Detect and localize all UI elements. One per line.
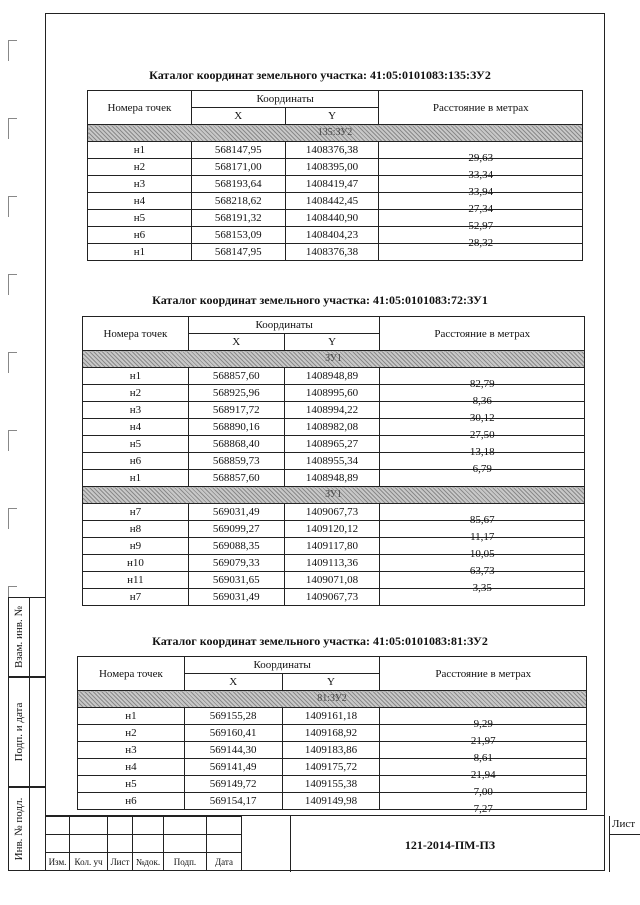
table-row (83, 436, 585, 453)
distance-value: 33,94 (468, 186, 494, 198)
point-cell: н2 (88, 159, 192, 176)
coord-y-cell: 1409117,80 (284, 538, 380, 555)
point-cell: н6 (88, 227, 192, 244)
coord-x-cell: 568147,95 (191, 244, 285, 261)
coord-y-cell: 1408995,60 (284, 385, 380, 402)
section-header-b: ЗУ1 (83, 487, 585, 504)
coord-y-cell: 1409183,86 (282, 742, 380, 759)
coord-x-cell: 568857,60 (188, 368, 284, 385)
coord-y-cell: 1408440,90 (285, 210, 379, 227)
title-block (45, 815, 636, 872)
catalog3-rows (78, 708, 587, 815)
coord-x-cell: 568171,00 (191, 159, 285, 176)
coord-x-cell: 569031,49 (188, 589, 284, 606)
catalog1-rows (88, 142, 583, 261)
distance-value: 8,36 (472, 395, 492, 407)
section-header-a: ЗУ1 (83, 351, 585, 368)
revision-table (45, 816, 242, 871)
point-cell: н11 (83, 572, 189, 589)
coord-y-cell: 1409168,92 (282, 725, 380, 742)
coord-y-cell: 1408982,08 (284, 419, 380, 436)
coord-x-cell: 568925,96 (188, 385, 284, 402)
catalog3-title: Каталог координат земельного участка: 41:05:0101083:81:ЗУ2 (152, 634, 488, 648)
side-label-inv-vzam: Взам. инв. № (13, 606, 25, 668)
stamp-list: Лист (108, 853, 133, 871)
coord-x-cell: 568917,72 (188, 402, 284, 419)
point-cell: н5 (78, 776, 185, 793)
table-row (83, 521, 585, 538)
table-row (83, 470, 585, 487)
table-row (83, 368, 585, 385)
point-cell: н5 (83, 436, 189, 453)
stamp-data: Дата (207, 853, 242, 871)
side-label-inv-podl: Инв. № подл. (13, 797, 25, 861)
binding-marks (8, 40, 18, 600)
coord-y-cell: 1408419,47 (285, 176, 379, 193)
coord-x-cell: 569160,41 (184, 725, 282, 742)
coord-y-cell: 1409113,36 (284, 555, 380, 572)
point-cell: н1 (88, 244, 192, 261)
table-row (83, 453, 585, 470)
table-row (83, 504, 585, 521)
table-row (83, 589, 585, 606)
coord-x-cell: 569079,33 (188, 555, 284, 572)
point-cell: н7 (83, 504, 189, 521)
distance-value: 27,34 (468, 203, 494, 215)
point-cell: н1 (83, 368, 189, 385)
distance-value: 52,97 (468, 220, 494, 232)
point-cell: н2 (83, 385, 189, 402)
coord-x-cell: 568153,09 (191, 227, 285, 244)
coord-x-cell: 569155,28 (184, 708, 282, 725)
header-x: X (188, 334, 284, 351)
distance-cell (380, 708, 587, 730)
coord-x-cell: 569088,35 (188, 538, 284, 555)
coord-x-cell: 569154,17 (184, 793, 282, 810)
header-coords: Координаты (191, 91, 379, 108)
table-row (78, 708, 587, 725)
header-dist: Расстояние в метрах (380, 317, 585, 351)
point-cell: н1 (78, 708, 185, 725)
coord-x-cell: 568193,64 (191, 176, 285, 193)
point-cell: н9 (83, 538, 189, 555)
table-row (83, 555, 585, 572)
point-cell: н8 (83, 521, 189, 538)
coord-y-cell: 1408955,34 (284, 453, 380, 470)
document-code-cell (290, 816, 610, 872)
coord-y-cell: 1409161,18 (282, 708, 380, 725)
sheet-label: Лист (612, 818, 636, 830)
distance-value: 29,63 (468, 152, 494, 164)
coord-y-cell: 1408376,38 (285, 142, 379, 159)
point-cell: н6 (78, 793, 185, 810)
point-cell: н3 (83, 402, 189, 419)
coord-y-cell: 1408442,45 (285, 193, 379, 210)
header-coords: Координаты (184, 657, 380, 674)
distance-value: 11,17 (470, 531, 495, 543)
coord-x-cell: 569141,49 (184, 759, 282, 776)
header-x: X (191, 108, 285, 125)
coord-x-cell: 569149,72 (184, 776, 282, 793)
header-x: X (184, 674, 282, 691)
coord-y-cell: 1408948,89 (284, 470, 380, 487)
point-cell: н5 (88, 210, 192, 227)
table-row (88, 142, 583, 159)
distance-value: 3,35 (472, 582, 492, 594)
distance-cell (380, 368, 585, 390)
coord-x-cell: 568147,95 (191, 142, 285, 159)
point-cell: н1 (88, 142, 192, 159)
header-y: Y (285, 108, 379, 125)
coord-x-cell: 569099,27 (188, 521, 284, 538)
side-cell-inv-podl (8, 787, 45, 871)
side-label-podp-data: Подп. и дата (13, 702, 25, 762)
coord-x-cell: 568859,73 (188, 453, 284, 470)
table-row (78, 793, 587, 810)
coord-y-cell: 1408404,23 (285, 227, 379, 244)
distance-value: 8,61 (473, 752, 493, 764)
stamp-podp: Подп. (164, 853, 207, 871)
point-cell: н4 (88, 193, 192, 210)
table-row (88, 210, 583, 227)
coord-y-cell: 1408948,89 (284, 368, 380, 385)
distance-value: 10,05 (469, 548, 495, 560)
table-row (78, 725, 587, 742)
distance-value: 7,00 (473, 786, 493, 798)
section-header: 81:ЗУ2 (78, 691, 587, 708)
point-cell: н4 (78, 759, 185, 776)
side-cell-podp-data (8, 677, 45, 787)
distance-value: 9,29 (473, 718, 493, 730)
header-points: Номера точек (88, 91, 192, 125)
coord-y-cell: 1409155,38 (282, 776, 380, 793)
coord-y-cell: 1409071,08 (284, 572, 380, 589)
distance-value: 30,12 (469, 412, 495, 424)
document-code: 121-2014-ПМ-ПЗ (404, 838, 496, 852)
table-row (78, 776, 587, 793)
coord-x-cell: 569144,30 (184, 742, 282, 759)
stamp-izm: Изм. (46, 853, 70, 871)
distance-cell (379, 142, 583, 164)
point-cell: н6 (83, 453, 189, 470)
distance-value: 85,67 (469, 514, 495, 526)
point-cell: н4 (83, 419, 189, 436)
header-dist: Расстояние в метрах (380, 657, 587, 691)
distance-value: 33,34 (468, 169, 494, 181)
catalog3-table (77, 656, 587, 815)
table-row (83, 538, 585, 555)
coord-x-cell: 568191,32 (191, 210, 285, 227)
table-row (78, 759, 587, 776)
table-row (83, 572, 585, 589)
point-cell: н1 (83, 470, 189, 487)
catalog1-table (87, 90, 583, 261)
stamp-kol: Кол. уч (70, 853, 108, 871)
catalog2-title: Каталог координат земельного участка: 41:05:0101083:72:ЗУ1 (152, 293, 488, 307)
catalog2-table (82, 316, 585, 606)
table-row (88, 244, 583, 261)
point-cell: н3 (88, 176, 192, 193)
header-y: Y (282, 674, 380, 691)
distance-cell (380, 504, 585, 526)
header-points: Номера точек (83, 317, 189, 351)
catalog2-rows-a (83, 368, 585, 487)
header-y: Y (284, 334, 380, 351)
coord-x-cell: 569031,49 (188, 504, 284, 521)
sheet-cell (610, 816, 640, 872)
coord-y-cell: 1409067,73 (284, 589, 380, 606)
distance-value: 63,73 (469, 565, 495, 577)
table-row (83, 385, 585, 402)
distance-value: 28,32 (468, 237, 494, 249)
catalog2-rows-b (83, 504, 585, 606)
coord-y-cell: 1408994,22 (284, 402, 380, 419)
point-cell: н7 (83, 589, 189, 606)
table-row (88, 227, 583, 244)
table-row (88, 176, 583, 193)
coord-y-cell: 1409120,12 (284, 521, 380, 538)
point-cell: н10 (83, 555, 189, 572)
coord-x-cell: 568218,62 (191, 193, 285, 210)
table-row (83, 419, 585, 436)
catalog1-title: Каталог координат земельного участка: 41:05:0101083:135:ЗУ2 (149, 68, 491, 82)
coord-x-cell: 568868,40 (188, 436, 284, 453)
distance-value: 27,50 (469, 429, 495, 441)
header-dist: Расстояние в метрах (379, 91, 583, 125)
coord-y-cell: 1409067,73 (284, 504, 380, 521)
coord-y-cell: 1408395,00 (285, 159, 379, 176)
table-row (88, 159, 583, 176)
distance-value: 82,79 (469, 378, 495, 390)
coord-y-cell: 1409175,72 (282, 759, 380, 776)
distance-value: 6,79 (472, 463, 492, 475)
coord-x-cell: 569031,65 (188, 572, 284, 589)
distance-value: 21,97 (470, 735, 496, 747)
coord-x-cell: 568857,60 (188, 470, 284, 487)
table-row (88, 193, 583, 210)
coord-x-cell: 568890,16 (188, 419, 284, 436)
table-row (83, 402, 585, 419)
point-cell: н2 (78, 725, 185, 742)
distance-value: 7,27 (473, 803, 493, 815)
coord-y-cell: 1409149,98 (282, 793, 380, 810)
table-row (78, 742, 587, 759)
distance-value: 21,94 (470, 769, 496, 781)
distance-value: 13,18 (469, 446, 495, 458)
section-header: 135:ЗУ2 (88, 125, 583, 142)
stamp-ndok: №док. (133, 853, 164, 871)
header-coords: Координаты (188, 317, 380, 334)
coord-y-cell: 1408965,27 (284, 436, 380, 453)
point-cell: н3 (78, 742, 185, 759)
header-points: Номера точек (78, 657, 185, 691)
coord-y-cell: 1408376,38 (285, 244, 379, 261)
